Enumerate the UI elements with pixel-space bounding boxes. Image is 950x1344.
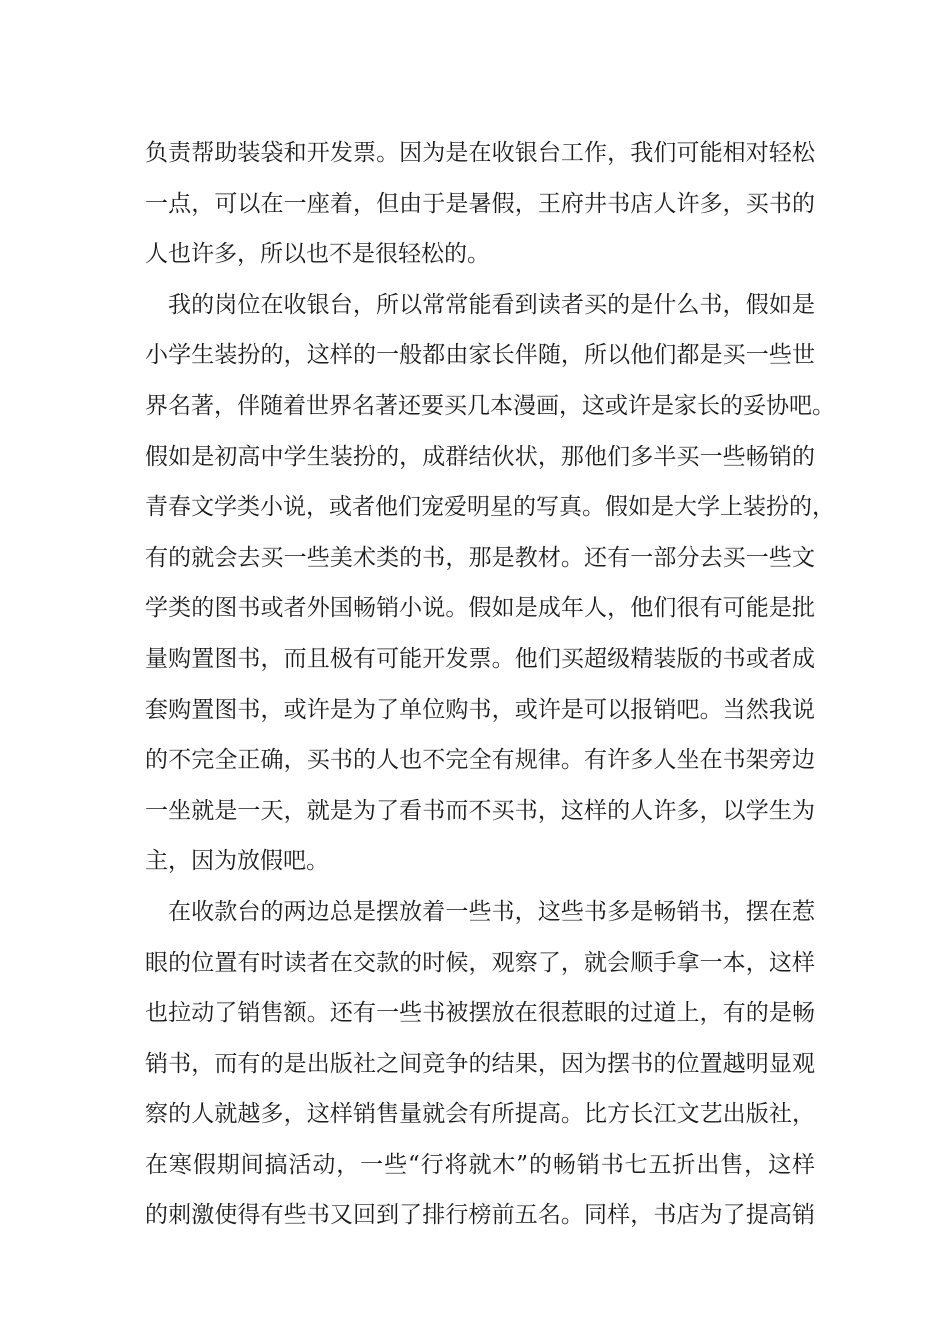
text-line: 小学生装扮的，这样的一般都由家长伴随，所以他们都是买一些世 xyxy=(145,342,815,369)
text-line: 眼的位置有时读者在交款的时候，观察了，就会顺手拿一本，这样 xyxy=(145,949,815,976)
text-line: 量购置图书，而且极有可能开发票。他们买超级精装版的书或者成 xyxy=(145,645,815,672)
text-line: 有的就会去买一些美术类的书，那是教材。还有一部分去买一些文 xyxy=(145,544,815,571)
paragraph-start-line: 在收款台的两边总是摆放着一些书，这些书多是畅销书，摆在惹 xyxy=(168,898,815,925)
text-line: 负责帮助装袋和开发票。因为是在收银台工作，我们可能相对轻松 xyxy=(145,140,815,166)
text-line: 人也许多，所以也不是很轻松的。 xyxy=(145,241,490,268)
text-line: 套购置图书，或许是为了单位购书，或许是可以报销吧。当然我说 xyxy=(145,696,815,723)
text-line: 察的人就越多，这样销售量就会有所提高。比方长江文艺出版社， xyxy=(145,1101,815,1128)
text-line: 假如是初高中学生装扮的，成群结伙状，那他们多半买一些畅销的 xyxy=(145,443,815,470)
text-line: 一坐就是一天，就是为了看书而不买书，这样的人许多，以学生为 xyxy=(145,797,815,824)
paragraph-start-line: 我的岗位在收银台，所以常常能看到读者买的是什么书，假如是 xyxy=(168,291,815,318)
text-line: 学类的图书或者外国畅销小说。假如是成年人，他们很有可能是批 xyxy=(145,595,815,622)
text-line: 在寒假期间搞活动，一些“行将就木”的畅销书七五折出售，这样 xyxy=(145,1151,815,1178)
text-line: 界名著，伴随着世界名著还要买几本漫画，这或许是家长的妥协吧。 xyxy=(145,392,835,419)
text-line: 也拉动了销售额。还有一些书被摆放在很惹眼的过道上，有的是畅 xyxy=(145,1000,815,1027)
text-line: 的不完全正确，买书的人也不完全有规律。有许多人坐在书架旁边 xyxy=(145,747,815,774)
body-text xyxy=(145,128,835,1241)
text-line: 销书，而有的是出版社之间竞争的结果，因为摆书的位置越明显观 xyxy=(145,1050,815,1077)
text-line: 一点，可以在一座着，但由于是暑假，王府井书店人许多，买书的 xyxy=(145,190,815,217)
text-line: 主，因为放假吧。 xyxy=(145,848,329,875)
text-line: 青春文学类小说，或者他们宠爱明星的写真。假如是大学上装扮的， xyxy=(145,494,835,521)
text-line: 的刺激使得有些书又回到了排行榜前五名。同样，书店为了提高销 xyxy=(145,1202,815,1229)
